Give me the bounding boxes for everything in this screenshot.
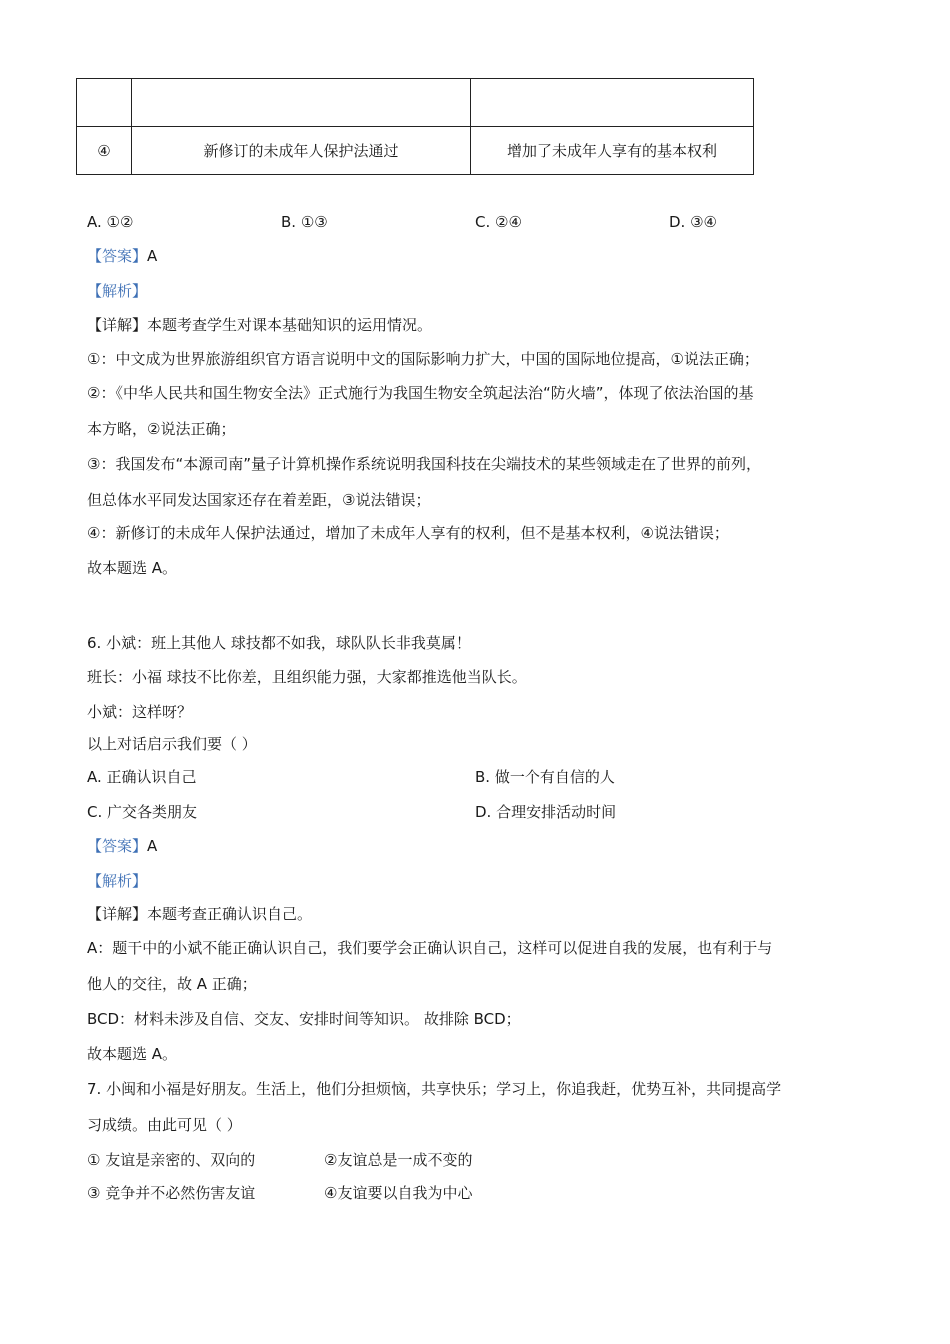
table-cell-num: ④	[77, 127, 132, 175]
table-row	[77, 127, 754, 175]
q6-option-c: C. 广交各类朋友	[87, 803, 198, 821]
q5-option-d: D. ③④	[669, 213, 717, 231]
q5-analysis-line: 本方略，②说法正确；	[87, 420, 236, 438]
q7-statement-2: ②友谊总是一成不变的	[324, 1151, 473, 1169]
q6-stem-line: 班长：小福 球技不比你差，且组织能力强，大家都推选他当队长。	[87, 668, 527, 686]
table-cell-event: 新修订的未成年人保护法通过	[132, 127, 471, 175]
q6-analysis-line: A：题干中的小斌不能正确认识自己，我们要学会正确认识自己，这样可以促进自我的发展，也有利于与	[87, 939, 773, 957]
answer-tag: 【答案】	[87, 247, 148, 265]
q6-stem-line: 6. 小斌：班上其他人 球技都不如我，球队队长非我莫属！	[87, 634, 471, 652]
q6-answer	[87, 836, 157, 856]
q6-analysis-line: 【详解】本题考查正确认识自己。	[87, 905, 313, 923]
q5-analysis-tag: 【解析】	[87, 282, 148, 300]
q5-option-c: C. ②④	[475, 213, 522, 231]
table-row	[77, 79, 754, 127]
q6-option-b: B. 做一个有自信的人	[475, 768, 615, 786]
q6-analysis-line: 他人的交往，故 A 正确；	[87, 975, 257, 993]
q5-analysis-line: ④：新修订的未成年人保护法通过，增加了未成年人享有的权利，但不是基本权利，④说法错误；	[87, 524, 729, 542]
answer-value: A	[147, 247, 158, 265]
q5-answer	[87, 246, 157, 266]
q6-analysis-tag: 【解析】	[87, 872, 148, 890]
q5-analysis-line: 【详解】本题考查学生对课本基础知识的运用情况。	[87, 316, 433, 334]
q7-statement-3: ③ 竞争并不必然伤害友谊	[87, 1184, 256, 1202]
q6-option-d: D. 合理安排活动时间	[475, 803, 617, 821]
answer-tag: 【答案】	[87, 837, 148, 855]
table-cell-meaning: 增加了未成年人享有的基本权利	[471, 127, 754, 175]
q6-option-a: A. 正确认识自己	[87, 768, 197, 786]
q5-analysis-line: ②：《中华人民共和国生物安全法》正式施行为我国生物安全筑起法治“防火墙”，体现了依法治国的基	[87, 384, 754, 402]
q7-statement-4: ④友谊要以自我为中心	[324, 1184, 473, 1202]
q5-option-a: A. ①②	[87, 213, 134, 231]
q5-analysis-line: 但总体水平同发达国家还存在着差距，③说法错误；	[87, 491, 431, 509]
q6-analysis-line: 故本题选 A。	[87, 1045, 178, 1063]
question-table	[76, 78, 754, 175]
q7-stem-line: 7. 小闽和小福是好朋友。生活上，他们分担烦恼，共享快乐；学习上，你追我赶，优势互补，共同提高学	[87, 1080, 782, 1098]
q5-option-b: B. ①③	[281, 213, 328, 231]
q6-analysis-line: BCD：材料未涉及自信、交友、安排时间等知识。 故排除 BCD；	[87, 1010, 521, 1028]
q7-stem-line: 习成绩。由此可见（ ）	[87, 1116, 242, 1134]
table-cell-num	[77, 79, 132, 127]
q5-analysis-line: 故本题选 A。	[87, 559, 178, 577]
q5-analysis-line: ①：中文成为世界旅游组织官方语言说明中文的国际影响力扩大，中国的国际地位提高，①说法正确；	[87, 350, 759, 368]
table-cell-meaning	[471, 79, 754, 127]
q6-stem-line: 以上对话启示我们要（ ）	[87, 735, 257, 753]
q6-stem-line: 小斌：这样呀？	[87, 703, 193, 721]
q7-statement-1: ① 友谊是亲密的、双向的	[87, 1151, 256, 1169]
q5-analysis-line: ③：我国发布“本源司南”量子计算机操作系统说明我国科技在尖端技术的某些领域走在了世界的前列，	[87, 455, 761, 473]
table-cell-event	[132, 79, 471, 127]
answer-value: A	[147, 837, 158, 855]
